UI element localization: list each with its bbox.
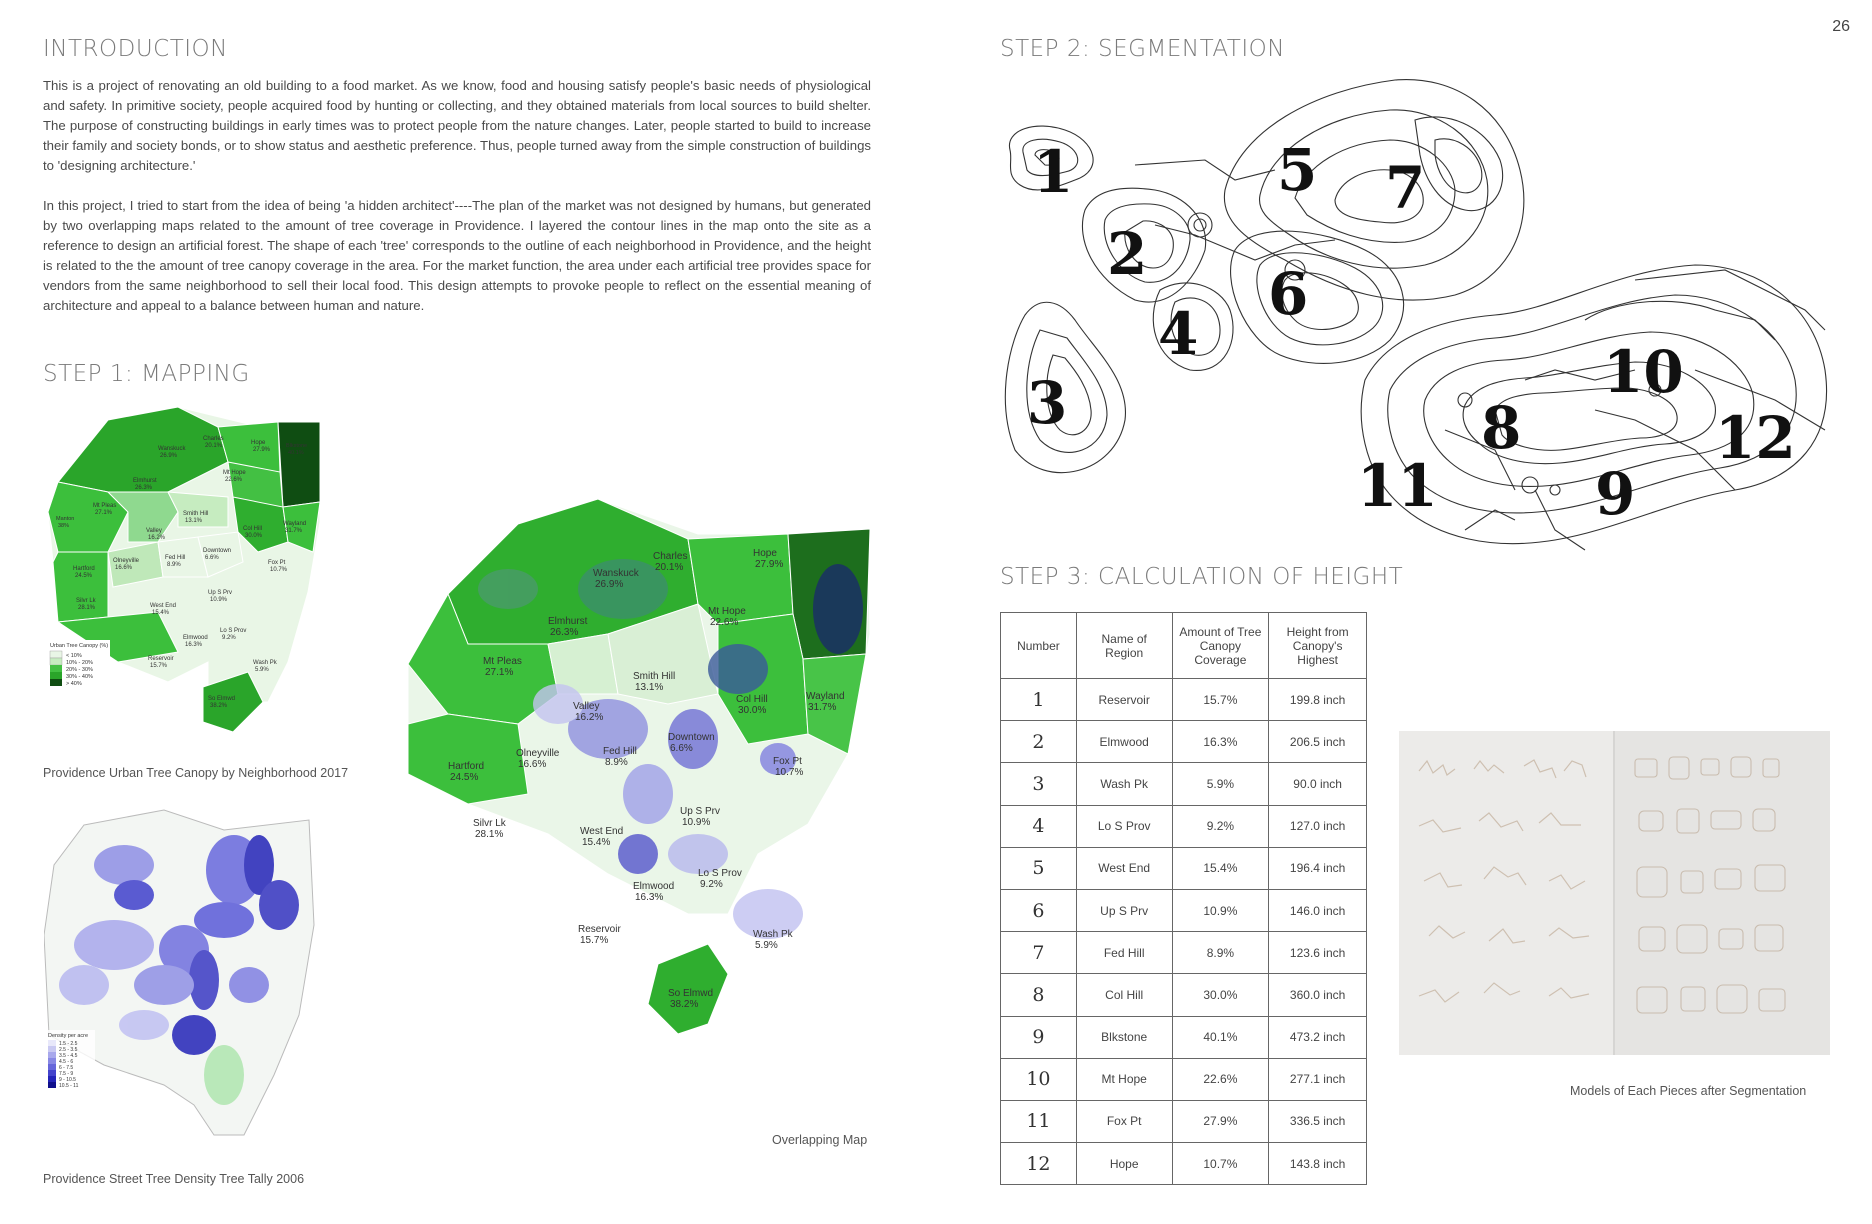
canopy-label-westend: West End [150,603,176,609]
overlap-label-valley: Valley [573,701,600,712]
overlap-pct-elmhurst: 26.3% [550,627,579,638]
models-caption: Models of Each Pieces after Segmentation [1570,1084,1807,1098]
canopy-label-washpk: Wash Pk [253,660,277,666]
row-region-name: Up S Prv [1076,889,1172,931]
overlap-map-caption: Overlapping Map [772,1133,868,1147]
density-legend-item-7: 9 - 10.5 [59,1077,76,1083]
overlap-label-olneyville: Olneyville [516,748,560,759]
table-row [1001,847,1367,889]
row-height: 143.8 inch [1269,1143,1367,1185]
row-number: 9 [1001,1016,1077,1058]
row-canopy-coverage: 15.4% [1172,847,1269,889]
overlap-pct-reservoir: 15.7% [580,935,609,946]
overlapping-map [408,494,874,1068]
row-region-name: Fox Pt [1076,1100,1172,1142]
segment-number-10: 10 [1603,338,1684,406]
segment-number-5: 5 [1277,136,1318,204]
row-canopy-coverage: 5.9% [1172,763,1269,805]
table-row [1001,1016,1367,1058]
canopy-label-smithhill: Smith Hill [183,511,209,517]
overlap-pct-washpk: 5.9% [755,940,778,951]
row-number: 11 [1001,1100,1077,1142]
row-height: 473.2 inch [1269,1016,1367,1058]
canopy-pct-mtpleas: 27.1% [95,510,113,516]
canopy-legend-item-3: 20% - 30% [66,667,93,673]
canopy-label-losprov: Lo S Prov [220,628,247,634]
canopy-pct-blkstone: 40.1% [288,450,304,456]
overlap-pct-mthope: 22.6% [710,617,739,628]
row-region-name: Hope [1076,1143,1172,1185]
row-region-name: Lo S Prov [1076,805,1172,847]
canopy-pct-soelmwd: 38.2% [210,703,228,709]
density-legend-item-2: 2.5 - 3.5 [59,1047,78,1053]
density-legend-item-8: 10.5 - 11 [59,1083,79,1089]
row-height: 90.0 inch [1269,763,1367,805]
canopy-pct-silvrlk: 28.1% [78,605,96,611]
row-region-name: Elmwood [1076,721,1172,763]
density-legend-item-6: 7.5 - 9 [59,1071,74,1077]
canopy-pct-westend: 15.4% [152,610,170,616]
row-height: 277.1 inch [1269,1058,1367,1100]
canopy-pct-charles: 20.1% [205,443,223,449]
canopy-legend-item-2: 10% - 20% [66,660,93,666]
row-height: 336.5 inch [1269,1100,1367,1142]
row-canopy-coverage: 16.3% [1172,721,1269,763]
canopy-label-wanskuck: Wanskuck [158,446,186,452]
segment-number-6: 6 [1268,260,1309,328]
row-number: 2 [1001,721,1077,763]
row-number: 3 [1001,763,1077,805]
canopy-label-elmhurst: Elmhurst [133,478,157,484]
overlap-label-westend: West End [580,826,624,837]
overlap-pct-wanskuck: 26.9% [595,579,624,590]
overlap-label-soelmwd: So Elmwd [668,988,714,999]
canopy-legend-item-5: > 40% [66,681,82,687]
row-region-name: Mt Hope [1076,1058,1172,1100]
table-row [1001,1058,1367,1100]
row-height: 360.0 inch [1269,974,1367,1016]
row-canopy-coverage: 9.2% [1172,805,1269,847]
canopy-label-mtpleas: Mt Pleas [93,503,117,509]
row-canopy-coverage: 10.7% [1172,1143,1269,1185]
density-map-caption: Providence Street Tree Density Tree Tally 2006 [43,1172,305,1186]
overlap-label-reservoir: Reservoir [578,924,621,935]
canopy-label-mthope: Mt Hope [223,470,246,476]
table-row [1001,889,1367,931]
canopy-legend-item-1: < 10% [66,653,82,659]
canopy-pct-wanskuck: 26.9% [160,453,178,459]
density-legend-item-5: 6 - 7.5 [59,1065,74,1071]
density-legend-item-3: 3.5 - 4.5 [59,1053,78,1059]
row-height: 199.8 inch [1269,679,1367,721]
overlap-label-smithhill: Smith Hill [633,671,676,682]
step2-heading: STEP 2: SEGMENTATION [1000,36,1285,62]
overlap-pct-charles: 20.1% [655,562,684,573]
overlap-pct-smithhill: 13.1% [635,682,664,693]
page-number: 26 [1832,18,1850,35]
segment-number-12: 12 [1715,404,1796,472]
canopy-label-foxpt: Fox Pt [268,560,286,566]
row-number: 8 [1001,974,1077,1016]
table-body [1001,679,1367,1185]
row-region-name: Col Hill [1076,974,1172,1016]
overlap-pct-hope: 27.9% [755,559,784,570]
row-height: 146.0 inch [1269,889,1367,931]
canopy-label-wayland: Wayland [283,521,307,527]
row-height: 196.4 inch [1269,847,1367,889]
overlap-label-colhill: Col Hill [736,694,768,705]
table-row [1001,1143,1367,1185]
canopy-label-blkstone: Blkstone [286,443,308,449]
overlap-label-hartford: Hartford [448,761,485,772]
canopy-label-valley: Valley [146,528,162,534]
tree-density-map [44,805,324,1145]
overlap-label-charles: Charles [653,551,688,562]
row-height: 206.5 inch [1269,721,1367,763]
canopy-pct-downtown: 6.6% [205,555,219,561]
canopy-label-colhill: Col Hill [243,526,263,532]
row-number: 5 [1001,847,1077,889]
row-canopy-coverage: 40.1% [1172,1016,1269,1058]
row-number: 1 [1001,679,1077,721]
canopy-pct-manton: 38% [58,523,70,529]
row-region-name: Blkstone [1076,1016,1172,1058]
canopy-pct-colhill: 30.0% [245,533,263,539]
overlap-pct-soelmwd: 38.2% [670,999,699,1010]
canopy-label-silvrlk: Silvr Lk [76,598,96,604]
overlap-pct-losprov: 9.2% [700,879,723,890]
step1-heading: STEP 1: MAPPING [43,361,250,387]
canopy-label-upsprv: Up S Prv [208,590,233,596]
row-number: 6 [1001,889,1077,931]
row-number: 10 [1001,1058,1077,1100]
header-coverage: Amount of Tree Canopy Coverage [1172,613,1269,679]
canopy-legend-title: Urban Tree Canopy (%) [50,643,109,649]
overlap-pct-fedhill: 8.9% [605,757,628,768]
canopy-pct-valley: 16.2% [148,535,166,541]
height-calculation-table [1000,612,1367,1185]
row-region-name: Reservoir [1076,679,1172,721]
canopy-pct-hartford: 24.5% [75,573,93,579]
canopy-legend-item-4: 30% - 40% [66,674,93,680]
canopy-pct-washpk: 5.9% [255,667,269,673]
table-row [1001,1100,1367,1142]
overlap-label-mthope: Mt Hope [708,606,746,617]
segment-number-2: 2 [1107,220,1148,288]
overlap-label-mtpleas: Mt Pleas [483,656,522,667]
canopy-pct-upsprv: 10.9% [210,597,228,603]
overlap-label-silvrlk: Silvr Lk [473,818,506,829]
row-number: 12 [1001,1143,1077,1185]
segmentation-contour-map [995,70,1835,622]
canopy-label-manton: Manton [56,516,75,522]
canopy-label-olneyville: Olneyville [113,558,140,564]
canopy-pct-elmwood: 16.3% [185,642,203,648]
density-legend-item-1: 1.5 - 2.5 [59,1041,78,1047]
overlap-label-washpk: Wash Pk [753,929,793,940]
canopy-label-hope: Hope [251,440,266,446]
segment-number-11: 11 [1357,452,1438,520]
overlap-label-hope: Hope [753,548,777,559]
overlap-label-downtown: Downtown [668,732,715,743]
canopy-label-fedhill: Fed Hill [165,555,186,561]
overlap-pct-mtpleas: 27.1% [485,667,514,678]
row-canopy-coverage: 10.9% [1172,889,1269,931]
table-row [1001,721,1367,763]
table-row [1001,932,1367,974]
introduction-heading: INTRODUCTION [43,36,228,62]
overlap-label-wayland: Wayland [806,691,845,702]
row-height: 123.6 inch [1269,932,1367,974]
canopy-pct-losprov: 9.2% [222,635,236,641]
step3-heading: STEP 3: CALCULATION OF HEIGHT [1000,564,1404,590]
row-canopy-coverage: 8.9% [1172,932,1269,974]
segment-number-8: 8 [1481,394,1522,462]
table-row [1001,763,1367,805]
canopy-label-reservoir: Reservoir [148,656,174,662]
canopy-pct-olneyville: 16.6% [115,565,133,571]
row-region-name: Wash Pk [1076,763,1172,805]
introduction-paragraph-1: This is a project of renovating an old building to a food market. As we know, food and housing satisfy people's basic needs of physiological and safety. In primitive society, people acquired food by hunting or collecting, and they obtained materials from local sources to build shelter. The purpose of constructing buildings in early times was to protect people from the nature changes. Later, people started to build to increase their family and society bonds, or to show status and aesthetic preference. Thus, people turned away from the simple construction of buildings to 'designing architecture.' [43,78,871,173]
overlap-pct-valley: 16.2% [575,712,604,723]
canopy-label-hartford: Hartford [73,566,95,572]
overlap-pct-foxpt: 10.7% [775,767,804,778]
row-region-name: Fed Hill [1076,932,1172,974]
overlap-label-foxpt: Fox Pt [773,756,802,767]
canopy-pct-foxpt: 10.7% [270,567,288,573]
overlap-pct-olneyville: 16.6% [518,759,547,770]
overlap-label-elmhurst: Elmhurst [548,616,588,627]
canopy-label-elmwood: Elmwood [183,635,208,641]
overlap-label-elmwood: Elmwood [633,881,675,892]
canopy-label-soelmwd: So Elmwd [208,696,236,702]
row-canopy-coverage: 22.6% [1172,1058,1269,1100]
canopy-map-caption: Providence Urban Tree Canopy by Neighborhood 2017 [43,766,349,780]
segment-number-3: 3 [1027,369,1068,437]
canopy-pct-fedhill: 8.9% [167,562,181,568]
segmentation-models-photo [1399,731,1830,1055]
density-legend-item-4: 4.5 - 6 [59,1059,74,1065]
header-region: Name of Region [1076,613,1172,679]
row-height: 127.0 inch [1269,805,1367,847]
table-row [1001,805,1367,847]
row-number: 4 [1001,805,1077,847]
segment-number-9: 9 [1595,460,1636,528]
overlap-pct-upsprv: 10.9% [682,817,711,828]
overlap-pct-hartford: 24.5% [450,772,479,783]
canopy-label-downtown: Downtown [203,548,232,554]
density-legend-title: Density per acre [48,1033,89,1039]
row-number: 7 [1001,932,1077,974]
segment-number-4: 4 [1158,300,1199,368]
overlap-label-wanskuck: Wanskuck [593,568,639,579]
canopy-pct-elmhurst: 26.3% [135,485,153,491]
table-header-row [1001,613,1367,679]
overlap-pct-westend: 15.4% [582,837,611,848]
introduction-paragraph-2: In this project, I tried to start from the idea of being 'a hidden architect'----The plan of the market was not designed by humans, but generated by two overlapping maps related to the amount of tree coverage in Providence. I layered the contour lines in the map onto the site as a reference to design an artificial forest. The shape of each 'tree' corresponds to the outline of each neighborhood in Providence, and the height is related to the the amount of tree canopy coverage in the area. For the market function, the area under each artificial tree provides space for vendors from the same neighborhood to sell their local food. This design attempts to provoke people to reflect on the essential meaning of architecture and appeal to a balance between human and nature. [43,198,871,313]
row-region-name: West End [1076,847,1172,889]
row-canopy-coverage: 15.7% [1172,679,1269,721]
canopy-pct-smithhill: 13.1% [185,518,203,524]
canopy-pct-reservoir: 15.7% [150,663,168,669]
table-row [1001,679,1367,721]
table-row [1001,974,1367,1016]
overlap-pct-silvrlk: 28.1% [475,829,504,840]
header-height: Height from Canopy's Highest [1269,613,1367,679]
segment-number-1: 1 [1033,138,1074,206]
overlap-pct-wayland: 31.7% [808,702,837,713]
overlap-label-fedhill: Fed Hill [603,746,637,757]
overlap-pct-downtown: 6.6% [670,743,693,754]
header-number: Number [1001,613,1077,679]
canopy-pct-wayland: 31.7% [285,528,303,534]
segment-number-7: 7 [1385,154,1426,222]
overlap-pct-elmwood: 16.3% [635,892,664,903]
row-canopy-coverage: 30.0% [1172,974,1269,1016]
overlap-label-upsprv: Up S Prv [680,806,721,817]
overlap-pct-colhill: 30.0% [738,705,767,716]
canopy-pct-hope: 27.9% [253,447,271,453]
tree-canopy-map [48,402,328,744]
row-canopy-coverage: 27.9% [1172,1100,1269,1142]
canopy-pct-mthope: 22.6% [225,477,243,483]
overlap-label-losprov: Lo S Prov [698,868,742,879]
canopy-label-charles: Charles [203,436,224,442]
